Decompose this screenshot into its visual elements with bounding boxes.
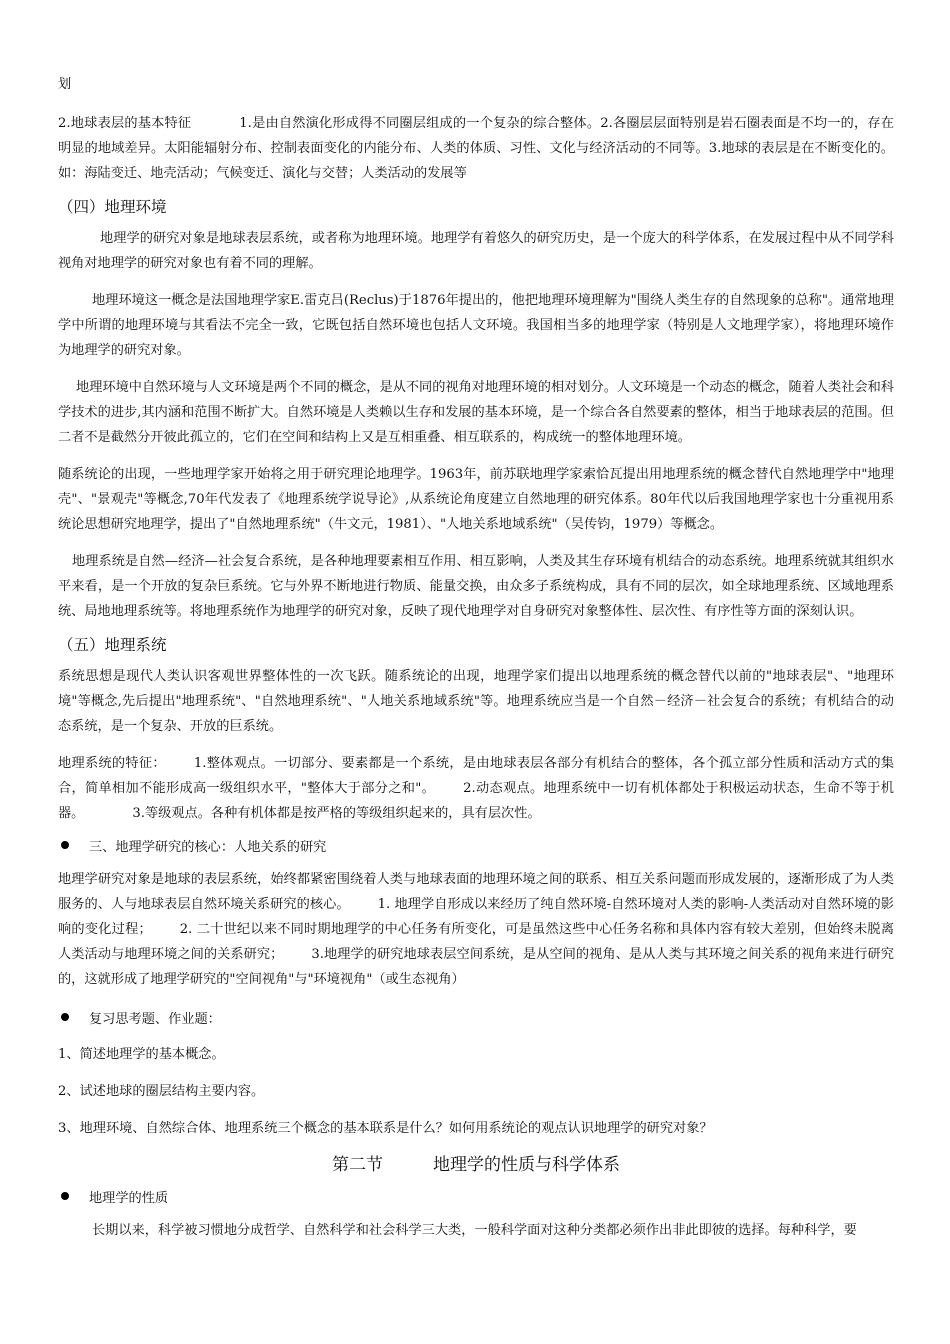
document-page bbox=[58, 72, 894, 1243]
top-fragment: 划 bbox=[58, 77, 72, 92]
paragraph-reclus: 地理环境这一概念是法国地理学家E.雷克吕(Reclus)于1876年提出的，他把地理环境理解为"围绕人类生存的自然现象的总称"。通常地理学中所谓的地理环境与其看法不完全一致，它既包括自然环境也包括人文环境。我国相当多的地理学家（特别是人文地理学家），将地理环境作为地理学的研究对象。 bbox=[58, 293, 894, 358]
feature-hierarchy: 3.等级观点。各种有机体都是按严格的等级组织起来的，具有层次性。 bbox=[132, 806, 541, 821]
paragraph-system-features bbox=[58, 751, 894, 826]
paragraph-geo-system-definition: 地理系统是自然—经济—社会复合系统，是各种地理要素相互作用、相互影响，人类及其生存环境有机结合的动态系统。地理系统就其组织水平来看，是一个开放的复杂巨系统。它与外界不断地进行物质、能量交换，由众多子系统构成，具有不同的层次，如全球地理系统、区域地理系统、局地地理系统等。将地理系统作为地理学的研究对象，反映了现代地理学对自身研究对象整体性、层次性、有序性等方面的深刻认识。 bbox=[58, 554, 894, 619]
paragraph-system-thinking: 系统思想是现代人类认识客观世界整体性的一次飞跃。随系统论的出现，地理学家们提出以地理系统的概念替代以前的"地球表层"、"地理环境"等概念,先后提出"地理系统"、"自然地理系统"、"人地关系地域系统"等。地理系统应当是一个自然－经济－社会复合的系统；有机结合的动态系统，是一个复杂、开放的巨系统。 bbox=[58, 669, 894, 734]
section-number: 第二节 bbox=[332, 1155, 383, 1175]
paragraph-natural-human-env: 地理环境中自然环境与人文环境是两个不同的概念，是从不同的视角对地理环境的相对划分。人文环境是一个动态的概念，随着人类社会和科学技术的进步,其内涵和范围不断扩大。自然环境是人类赖以生存和发展的基本环境，是一个综合各自然要素的整体，相当于地球表层的范围。但二者不是截然分开彼此孤立的，它们在空间和结构上又是互相重叠、相互联系的，构成统一的整体地理环境。 bbox=[58, 380, 894, 445]
relation-item-3: 3.地理学的研究地球表层空间系统，是从空间的视角、是从人类与其环境之间关系的视角来进行研究的，这就形成了地理学研究的"空间视角"与"环境视角"（或生态视角） bbox=[58, 947, 894, 987]
question-item: 1、简述地理学的基本概念。 bbox=[58, 1047, 225, 1062]
feature-holistic: 1.整体观点。一切部分、要素都是一个系统，是由地球表层各部分有机结合的整体，各个孤立部分性质和活动方式的集合，简单相加不能形成高一级组织水平，"整体大于部分之和"。 bbox=[58, 756, 895, 796]
question-item: 2、试述地球的圈层结构主要内容。 bbox=[58, 1084, 265, 1099]
heading-geographic-system: （五）地理系统 bbox=[58, 636, 167, 654]
relation-intro: 地理学研究对象是地球的表层系统，始终都紧密围绕着人类与地球表面的地理环境之间的联系、相互关系问题而形成发展的，逐渐形成了为人类服务的、人与地球表层自然环境关系研究的核心。 bbox=[58, 872, 894, 912]
relation-item-2: 2. 二十世纪以来不同时期地理学的中心任务有所变化，可是虽然这些中心任务名称和具体内容有较大差别，但始终未脱离人类活动与地理环境之间的关系研究； bbox=[58, 922, 895, 962]
relation-item-1: 1. 地理学自形成以来经历了纯自然环境-自然环境对人类的影响-人类活动对自然环境的影响的变化过程； bbox=[58, 897, 894, 937]
feature-dynamic: 2.动态观点。地理系统中一切有机体都处于积极运动状态，生命不等于机器。 bbox=[58, 781, 894, 821]
paragraph-research-object: 地理学的研究对象是地球表层系统，或者称为地理环境。地理学有着悠久的研究历史，是一个庞大的科学体系，在发展过程中从不同学科视角对地理学的研究对象也有着不同的理解。 bbox=[58, 231, 894, 271]
bullet-dot-icon bbox=[61, 1013, 69, 1021]
bullet-nature-of-geography bbox=[58, 1183, 894, 1209]
paragraph-lead: 2.地球表层的基本特征 bbox=[58, 116, 192, 131]
section-name: 地理学的性质与科学体系 bbox=[433, 1155, 620, 1175]
bullet-text: 三、地理学研究的核心：人地关系的研究 bbox=[89, 839, 327, 855]
paragraph-human-earth-relation bbox=[58, 867, 894, 992]
bullet-dot-icon bbox=[61, 841, 69, 849]
bullet-dot-icon bbox=[61, 1192, 69, 1200]
question-item: 3、地理环境、自然综合体、地理系统三个概念的基本联系是什么？如何用系统论的观点认识地理学的研究对象？ bbox=[58, 1121, 713, 1136]
bullet-text: 复习思考题、作业题： bbox=[89, 1011, 221, 1027]
paragraph-body: 1.是由自然演化形成得不同圈层组成的一个复杂的综合整体。2.各圈层层面特别是岩石圈表面是不均一的，存在明显的地域差异。太阳能辐射分布、控制表面变化的内能分布、人类的体质、习性、文化与经济活动的不同等。3.地球的表层是在不断变化的。如：海陆变迁、地壳活动；气候变迁、演化与交替；人类活动的发展等 bbox=[58, 116, 894, 181]
heading-geographic-environment: （四）地理环境 bbox=[58, 198, 167, 216]
paragraph-systems-theory: 随系统论的出现，一些地理学家开始将之用于研究理论地理学。1963年，前苏联地理学家索恰瓦提出用地理系统的概念替代自然地理学中"地理壳"、"景观壳"等概念,70年代发表了《地理系统学说导论》,从系统论角度建立自然地理的研究体系。80年代以后我国地理学家也十分重视用系统论思想研究地理学，提出了"自然地理系统"（牛文元，1981）、"人地关系地域系统"（吴传钧，1979）等概念。 bbox=[58, 467, 894, 532]
bullet-core-research bbox=[58, 832, 894, 858]
paragraph-earth-surface-features bbox=[58, 111, 894, 186]
bullet-review-questions bbox=[58, 1004, 894, 1030]
paragraph-science-classification: 长期以来，科学被习惯地分成哲学、自然科学和社会科学三大类，一般科学面对这种分类都必须作出非此即彼的选择。每种科学，要 bbox=[92, 1223, 857, 1238]
section-title bbox=[58, 1151, 894, 1179]
features-lead: 地理系统的特征： bbox=[58, 756, 166, 771]
bullet-text: 地理学的性质 bbox=[89, 1190, 169, 1206]
